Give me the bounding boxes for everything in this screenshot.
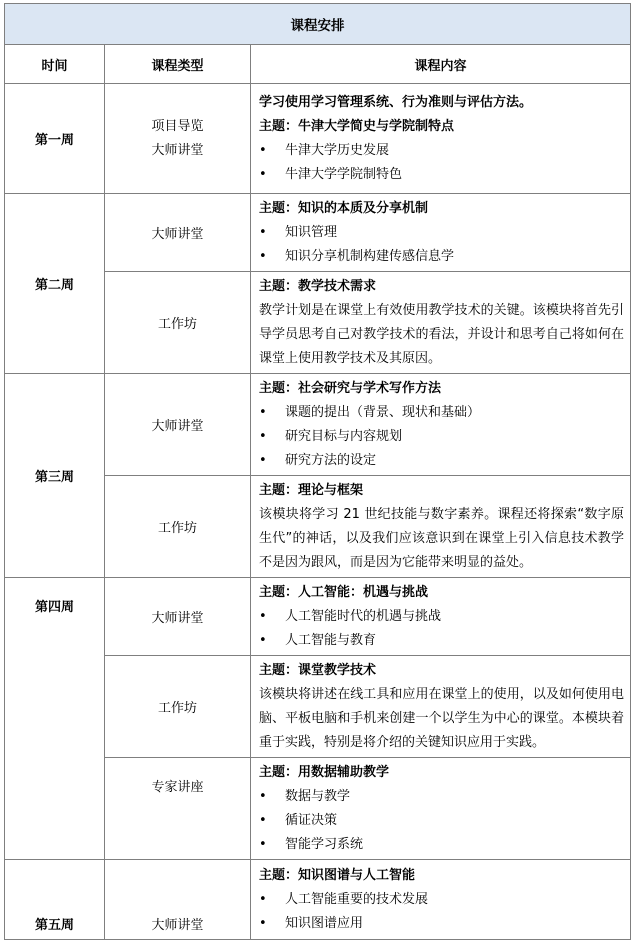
week1-topic: 主题：牛津大学简史与学院制特点 [259,119,455,134]
week5-label: 第五周 [5,860,105,940]
course-schedule-sheet [4,3,630,940]
bullet-icon: • [259,789,267,804]
bullet-icon: • [259,916,267,931]
week4-content-1 [251,578,631,656]
header-content: 课程内容 [251,45,631,84]
week4-description: 该模块将讲述在线工具和应用在课堂上的使用，以及如何使用电脑、平板电脑和手机来创建一个以学生为中心的课堂。本模块着重于实践，特别是将介绍的关键知识应用于实践。 [259,687,625,750]
list-item: • 数据与教学 [259,785,624,809]
list-item: • 牛津大学学院制特色 [259,163,624,187]
week1-row [5,84,631,194]
bullet-icon: • [259,429,267,444]
list-item: • 智能学习系统 [259,833,624,857]
week1-label: 第一周 [5,84,105,194]
bullet-icon: • [259,453,267,468]
header-time: 时间 [5,45,105,84]
table-title: 课程安排 [5,4,631,45]
week2-label: 第二周 [5,194,105,374]
week2-topic-2: 主题：教学技术需求 [259,279,377,294]
header-type: 课程类型 [105,45,251,84]
week5-type: 大师讲堂 [105,860,251,940]
week4-content-3 [251,758,631,860]
week4-type-2: 工作坊 [105,656,251,758]
list-item: • 牛津大学历史发展 [259,139,624,163]
title-row [5,4,631,45]
week2-description: 教学计划是在课堂上有效使用教学技术的关键。该模块将首先引导学员思考自己对教学技术的看法，并设计和思考自己将如何在课堂上使用教学技术及其原因。 [259,303,625,366]
list-item: • 研究目标与内容规划 [259,425,624,449]
bullet-icon: • [259,837,267,852]
week3-type-2: 工作坊 [105,476,251,578]
header-row [5,45,631,84]
week2-content-1 [251,194,631,272]
week3-row-a [5,374,631,476]
week4-row-a [5,578,631,656]
week2-type-1: 大师讲堂 [105,194,251,272]
week1-intro: 学习使用学习管理系统、行为准则与评估方法。 [259,95,533,110]
week5-topic: 主题：知识图谱与人工智能 [259,868,416,883]
list-item: • 知识分享机制构建传感信息学 [259,245,624,269]
list-item: • 人工智能重要的技术发展 [259,888,624,912]
bullet-icon: • [259,249,267,264]
week4-type-1: 大师讲堂 [105,578,251,656]
list-item: • 循证决策 [259,809,624,833]
list-item: • 人工智能与教育 [259,629,624,653]
week1-type [105,84,251,194]
week3-label: 第三周 [5,374,105,578]
week2-topic-1: 主题：知识的本质及分享机制 [259,201,429,216]
week3-content-2 [251,476,631,578]
week5-row [5,860,631,940]
week3-topic-2: 主题：理论与框架 [259,483,364,498]
list-item: • 研究方法的设定 [259,449,624,473]
list-item: • 课题的提出（背景、现状和基础） [259,401,624,425]
bullet-icon: • [259,813,267,828]
week2-row-a [5,194,631,272]
bullet-icon: • [259,225,267,240]
week5-content [251,860,631,940]
bullet-icon: • [259,405,267,420]
week4-topic-2: 主题：课堂教学技术 [259,663,377,678]
week2-type-2: 工作坊 [105,272,251,374]
week4-topic-1: 主题：人工智能：机遇与挑战 [259,585,429,600]
week3-description: 该模块将学习 21 世纪技能与数字素养。课程还将探索“数字原生代”的神话，以及我们应该意识到在课堂上引入信息技术教学不是因为跟风，而是因为它能带来明显的益处。 [259,507,625,570]
week4-content-2 [251,656,631,758]
bullet-icon: • [259,167,267,182]
week2-content-2 [251,272,631,374]
week3-content-1 [251,374,631,476]
bullet-icon: • [259,143,267,158]
bullet-icon: • [259,609,267,624]
course-schedule-table [4,3,631,940]
week1-type-line: 项目导览 [151,118,204,134]
week4-type-3: 专家讲座 [105,758,251,860]
week1-type-line: 大师讲堂 [151,142,204,158]
list-item: • 知识管理 [259,221,624,245]
week1-content [251,84,631,194]
week4-topic-3: 主题：用数据辅助教学 [259,765,390,780]
week4-label: 第四周 [5,578,105,860]
week3-type-1: 大师讲堂 [105,374,251,476]
bullet-icon: • [259,892,267,907]
list-item: • 人工智能时代的机遇与挑战 [259,605,624,629]
list-item: • 知识图谱应用 [259,912,624,936]
bullet-icon: • [259,633,267,648]
week3-topic-1: 主题：社会研究与学术写作方法 [259,381,442,396]
